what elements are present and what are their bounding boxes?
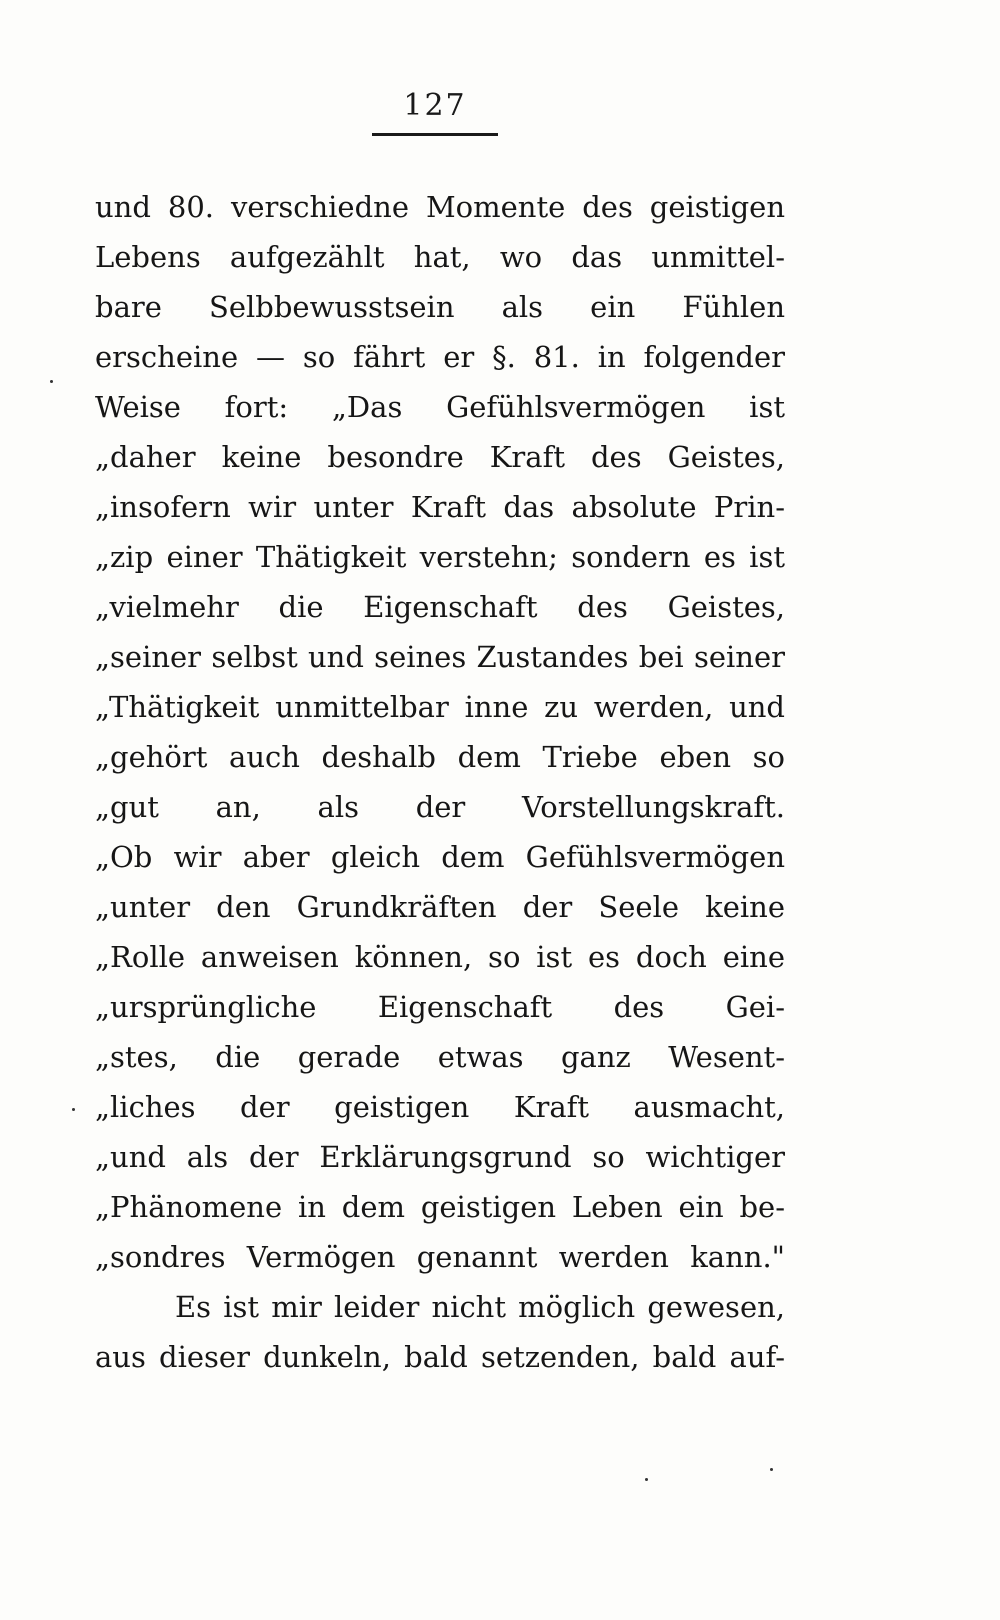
text-line: „liches der geistigen Kraft ausmacht, (95, 1090, 785, 1124)
text-line: aus dieser dunkeln, bald setzenden, bald auf- (95, 1340, 785, 1374)
text-line: „Ob wir aber gleich dem Gefühlsvermögen (95, 840, 785, 874)
text-line: „sondres Vermögen genannt werden kann." (95, 1240, 785, 1274)
text-line: „insofern wir unter Kraft das absolute Prin- (95, 490, 785, 524)
text-line: „seiner selbst und seines Zustandes bei seiner (95, 640, 785, 674)
paper-speck (645, 1478, 648, 1481)
text-line: „zip einer Thätigkeit verstehn; sondern es ist (95, 540, 785, 574)
text-line: „stes, die gerade etwas ganz Wesent- (95, 1040, 785, 1074)
text-line: bare Selbbewusstsein als ein Fühlen (95, 290, 785, 324)
body-text (95, 182, 785, 1382)
text-line: „gehört auch deshalb dem Triebe eben so (95, 740, 785, 774)
text-line: „daher keine besondre Kraft des Geistes, (95, 440, 785, 474)
paragraph-first-line: Es ist mir leider nicht möglich gewesen, (175, 1290, 785, 1324)
text-line: „gut an, als der Vorstellungskraft. (95, 790, 785, 824)
text-line: „Rolle anweisen können, so ist es doch eine (95, 940, 785, 974)
text-line: „vielmehr die Eigenschaft des Geistes, (95, 590, 785, 624)
text-line: erscheine — so fährt er §. 81. in folgender (95, 340, 785, 374)
paper-speck (770, 1468, 773, 1471)
text-line: Weise fort: „Das Gefühlsvermögen ist (95, 390, 785, 424)
text-line: „unter den Grundkräften der Seele keine (95, 890, 785, 924)
paper-speck (50, 380, 53, 383)
text-line: „Thätigkeit unmittelbar inne zu werden, und (95, 690, 785, 724)
text-line: „und als der Erklärungsgrund so wichtiger (95, 1140, 785, 1174)
text-line: „ursprüngliche Eigenschaft des Gei- (95, 990, 785, 1024)
text-line: „Phänomene in dem geistigen Leben ein be- (95, 1190, 785, 1224)
text-line: und 80. verschiedne Momente des geistigen (95, 190, 785, 224)
page-number: 127 (403, 88, 467, 123)
header-rule (372, 133, 498, 136)
text-line: Lebens aufgezählt hat, wo das unmittel- (95, 240, 785, 274)
paper-speck (72, 1108, 75, 1111)
